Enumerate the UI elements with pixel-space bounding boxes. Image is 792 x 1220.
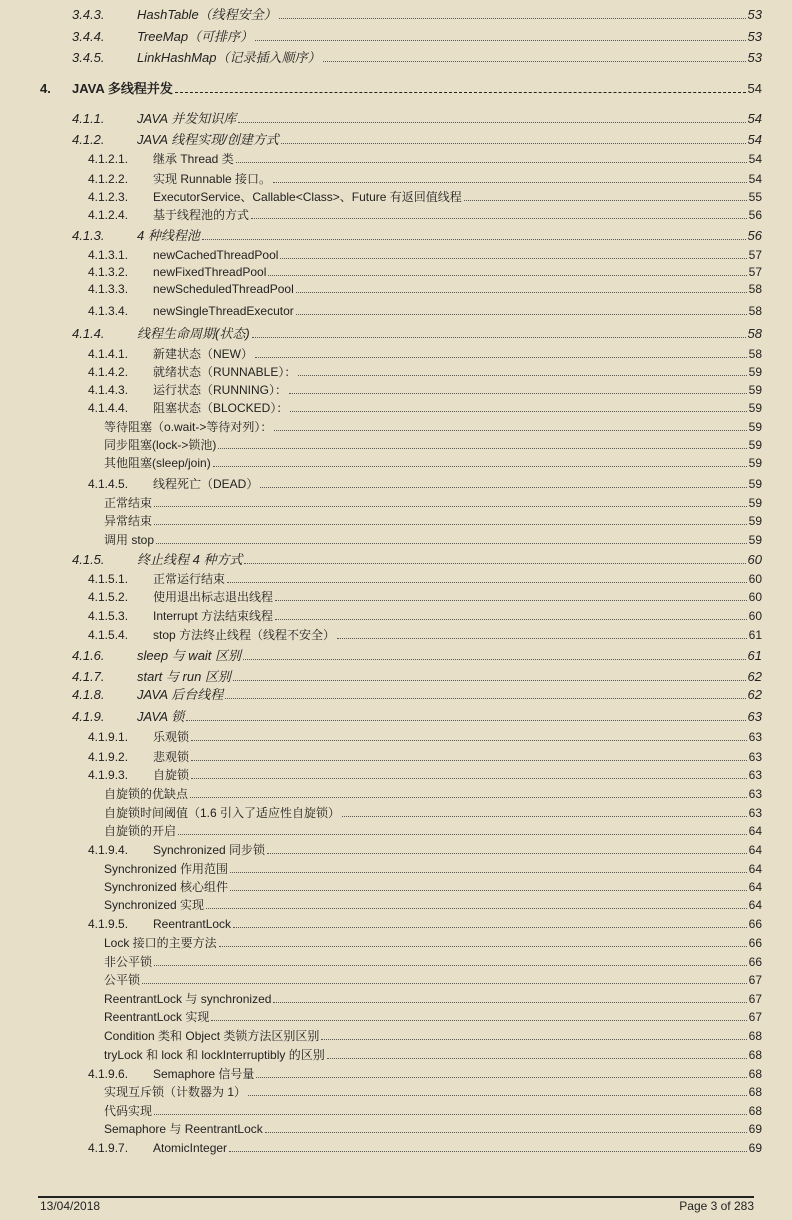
toc-entry[interactable] [0, 586, 762, 604]
toc-entry-title: start 与 run 区别 [137, 669, 231, 684]
toc-dot-leader [202, 239, 746, 240]
toc-entry-number: 4.1.3.1. [88, 248, 129, 262]
toc-dot-leader [154, 506, 747, 507]
toc-entry-page: 60 [748, 609, 762, 623]
toc-entry-number: 4. [40, 81, 51, 96]
toc-entry-title: ExecutorService、Callable<Class>、Future 有返回值线程 [153, 190, 462, 204]
toc-dot-leader [225, 698, 746, 699]
toc-entry-title: LinkHashMap（记录插入顺序） [137, 50, 321, 65]
toc-entry[interactable] [0, 47, 762, 65]
toc-entry-page: 63 [748, 750, 762, 764]
toc-entry-title: 自旋锁时间阈值（1.6 引入了适应性自旋锁） [104, 806, 341, 820]
toc-entry[interactable] [0, 4, 762, 22]
toc-entry-page: 62 [747, 687, 762, 702]
toc-entry-number: 4.1.7. [72, 669, 105, 684]
toc-entry-number: 4.1.4.4. [88, 401, 129, 415]
toc-entry-title: 新建状态（NEW） [153, 347, 253, 361]
toc-entry[interactable] [0, 666, 762, 684]
toc-entry[interactable] [0, 858, 762, 876]
toc-entry-page: 68 [748, 1104, 762, 1118]
toc-entry[interactable] [0, 529, 762, 547]
toc-entry-title: 自旋锁的优缺点 [104, 787, 189, 801]
toc-entry-page: 59 [748, 365, 762, 379]
toc-entry-page: 53 [747, 29, 762, 44]
toc-entry[interactable] [0, 1063, 762, 1081]
toc-entry-page: 63 [748, 768, 762, 782]
toc-dot-leader [289, 393, 747, 394]
toc-entry-number: 4.1.3.2. [88, 265, 129, 279]
toc-entry-title: TreeMap（可排序） [137, 29, 254, 44]
toc-dot-leader [296, 314, 747, 315]
toc-entry[interactable] [0, 1044, 762, 1062]
toc-entry-title: tryLock 和 lock 和 lockInterruptibly 的区别 [104, 1048, 325, 1062]
toc-entry-number: 3.4.4. [72, 29, 105, 44]
toc-entry-number: 4.1.3. [72, 228, 105, 243]
toc-dot-leader [206, 908, 747, 909]
toc-entry-number: 4.1.9.4. [88, 843, 129, 857]
toc-entry-title: HashTable（线程安全） [137, 7, 277, 22]
toc-entry[interactable] [0, 684, 762, 702]
toc-entry-page: 54 [747, 81, 762, 96]
toc-entry-page: 54 [747, 111, 762, 126]
toc-entry-number: 3.4.5. [72, 50, 105, 65]
toc-entry-number: 4.1.5. [72, 552, 105, 567]
toc-dot-leader [268, 275, 747, 276]
toc-entry[interactable] [0, 969, 762, 987]
toc-entry-page: 68 [748, 1085, 762, 1099]
toc-dot-leader [255, 40, 746, 41]
toc-entry-title: 实现互斥锁（计数器为 1） [104, 1085, 247, 1099]
toc-entry-page: 67 [748, 992, 762, 1006]
toc-entry-title: newFixedThreadPool [153, 265, 267, 279]
toc-entry-page: 68 [748, 1048, 762, 1062]
toc-entry[interactable] [0, 988, 762, 1006]
toc-entry-number: 4.1.4.5. [88, 477, 129, 491]
toc-entry[interactable] [0, 434, 762, 452]
toc-dot-leader [251, 218, 747, 219]
toc-entry-number: 4.1.9.5. [88, 917, 129, 931]
toc-entry-title: Interrupt 方法结束线程 [153, 609, 274, 623]
toc-entry-number: 4.1.9.2. [88, 750, 129, 764]
toc-entry-page: 54 [748, 172, 762, 186]
toc-entry-title: 自旋锁的开启 [104, 824, 177, 838]
toc-entry-page: 58 [748, 282, 762, 296]
toc-entry[interactable] [0, 323, 762, 341]
toc-entry-title: 阻塞状态（BLOCKED）： [153, 401, 289, 415]
toc-dot-leader [218, 448, 747, 449]
toc-entry[interactable] [0, 1006, 762, 1024]
toc-entry-number: 4.1.5.2. [88, 590, 129, 604]
toc-entry-title: 代码实现 [104, 1104, 153, 1118]
toc-entry[interactable] [0, 1081, 762, 1099]
toc-entry-number: 3.4.3. [72, 7, 105, 22]
toc-entry-title: 悲观锁 [153, 750, 190, 764]
toc-entry[interactable] [0, 225, 762, 243]
toc-entry-number: 4.1.4.2. [88, 365, 129, 379]
toc-entry[interactable] [0, 876, 762, 894]
toc-entry[interactable] [0, 492, 762, 510]
toc-entry-page: 66 [748, 917, 762, 931]
toc-entry[interactable] [0, 1025, 762, 1043]
toc-dot-leader [275, 619, 747, 620]
toc-entry-page: 69 [748, 1122, 762, 1136]
toc-entry-page: 63 [747, 709, 762, 724]
toc-entry-page: 59 [748, 533, 762, 547]
toc-entry-page: 54 [747, 132, 762, 147]
toc-dot-leader [244, 563, 746, 564]
toc-entry-page: 57 [748, 265, 762, 279]
toc-entry-title: 继承 Thread 类 [153, 152, 234, 166]
toc-dot-leader [255, 357, 747, 358]
toc-dot-leader [252, 337, 746, 338]
toc-entry-title: newCachedThreadPool [153, 248, 279, 262]
toc-dot-leader [154, 524, 747, 525]
toc-entry[interactable] [0, 605, 762, 623]
toc-entry[interactable] [0, 1118, 762, 1136]
toc-dot-leader [323, 61, 746, 62]
toc-entry[interactable] [0, 204, 762, 222]
toc-entry-title: JAVA 锁 [137, 709, 185, 724]
toc-dot-leader [267, 853, 747, 854]
toc-entry[interactable] [0, 278, 762, 296]
toc-entry[interactable] [0, 397, 762, 415]
toc-entry-number: 4.1.2.4. [88, 208, 129, 222]
toc-entry-page: 59 [748, 383, 762, 397]
toc-entry-title: sleep 与 wait 区别 [137, 648, 242, 663]
toc-dot-leader [296, 292, 747, 293]
toc-entry-title: 4 种线程池 [137, 228, 200, 243]
toc-entry[interactable] [0, 416, 762, 434]
toc-entry-page: 64 [748, 824, 762, 838]
toc-entry-title: Synchronized 核心组件 [104, 880, 229, 894]
toc-dot-leader [219, 946, 747, 947]
toc-entry-page: 58 [748, 347, 762, 361]
toc-entry[interactable] [0, 473, 762, 491]
toc-dot-leader [142, 983, 747, 984]
toc-entry[interactable] [0, 746, 762, 764]
toc-entry[interactable] [0, 244, 762, 262]
toc-entry-number: 4.1.2.2. [88, 172, 129, 186]
toc-entry-number: 4.1.3.3. [88, 282, 129, 296]
toc-entry-title: 公平锁 [104, 973, 141, 987]
toc-entry-page: 56 [747, 228, 762, 243]
toc-entry-title: 异常结束 [104, 514, 153, 528]
toc-entry-title: 正常运行结束 [153, 572, 226, 586]
footer-date: 13/04/2018 [40, 1199, 101, 1213]
toc-entry-page: 69 [748, 1141, 762, 1155]
toc-dot-leader [156, 543, 747, 544]
toc-entry-number: 4.1.9.3. [88, 768, 129, 782]
toc-entry-number: 4.1.3.4. [88, 304, 129, 318]
toc-dot-leader [280, 258, 747, 259]
toc-entry-title: 运行状态（RUNNING）： [153, 383, 287, 397]
toc-entry[interactable] [0, 764, 762, 782]
toc-dot-leader [154, 1114, 747, 1115]
toc-entry-page: 68 [748, 1029, 762, 1043]
toc-entry-page: 55 [748, 190, 762, 204]
toc-entry-title: JAVA 后台线程 [137, 687, 224, 702]
toc-entry-number: 4.1.8. [72, 687, 105, 702]
toc-entry-title: AtomicInteger [153, 1141, 228, 1155]
toc-entry[interactable] [0, 343, 762, 361]
toc-dot-leader [248, 1095, 747, 1096]
toc-dot-leader [273, 182, 747, 183]
toc-entry-page: 54 [748, 152, 762, 166]
toc-entry-number: 4.1.5.3. [88, 609, 129, 623]
toc-dot-leader [279, 18, 746, 19]
toc-entry-title: 同步阻塞(lock->锁池) [104, 438, 217, 452]
toc-entry-page: 58 [747, 326, 762, 341]
toc-entry-number: 4.1.4.3. [88, 383, 129, 397]
toc-dot-leader [342, 816, 747, 817]
toc-dot-leader [175, 92, 746, 93]
toc-entry-page: 66 [748, 936, 762, 950]
toc-entry-title: Condition 类和 Object 类锁方法区别区别 [104, 1029, 320, 1043]
toc-entry-number: 4.1.4.1. [88, 347, 129, 361]
toc-entry-page: 59 [748, 401, 762, 415]
toc-entry-page: 57 [748, 248, 762, 262]
toc-entry[interactable] [0, 148, 762, 166]
toc-entry-title: Synchronized 实现 [104, 898, 205, 912]
toc-dot-leader [233, 680, 746, 681]
toc-entry-page: 56 [748, 208, 762, 222]
toc-entry[interactable] [0, 108, 762, 126]
toc-entry-title: 终止线程 4 种方式 [137, 552, 243, 567]
footer-page-number: Page 3 of 283 [679, 1199, 754, 1213]
toc-dot-leader [229, 1151, 747, 1152]
toc-entry-title: JAVA 线程实现/创建方式 [137, 132, 279, 147]
toc-dot-leader [190, 797, 747, 798]
toc-dot-leader [274, 430, 747, 431]
toc-entry-number: 4.1.6. [72, 648, 105, 663]
toc-entry-number: 4.1.5.1. [88, 572, 129, 586]
toc-entry-title: ReentrantLock [153, 917, 232, 931]
toc-entry-page: 63 [748, 787, 762, 801]
toc-dot-leader [178, 834, 747, 835]
toc-entry-number: 4.1.2.3. [88, 190, 129, 204]
toc-entry[interactable] [0, 26, 762, 44]
toc-entry-page: 64 [748, 880, 762, 894]
toc-entry[interactable] [0, 783, 762, 801]
toc-entry-title: Lock 接口的主要方法 [104, 936, 217, 950]
toc-entry-page: 60 [748, 572, 762, 586]
toc-entry[interactable] [0, 645, 762, 663]
toc-entry-page: 59 [748, 420, 762, 434]
toc-entry[interactable] [0, 261, 762, 279]
toc-entry[interactable] [0, 951, 762, 969]
toc-entry[interactable] [0, 913, 762, 931]
toc-entry-page: 64 [748, 898, 762, 912]
toc-entry-page: 62 [747, 669, 762, 684]
toc-dot-leader [154, 965, 747, 966]
toc-dot-leader [327, 1058, 747, 1059]
toc-entry-title: 基于线程池的方式 [153, 208, 250, 222]
toc-dot-leader [230, 872, 747, 873]
toc-entry[interactable] [0, 802, 762, 820]
toc-dot-leader [256, 1077, 747, 1078]
toc-entry[interactable] [0, 568, 762, 586]
toc-entry-page: 59 [748, 514, 762, 528]
toc-entry-title: Semaphore 与 ReentrantLock [104, 1122, 263, 1136]
toc-entry[interactable] [0, 510, 762, 528]
toc-entry-page: 53 [747, 7, 762, 22]
toc-entry-title: Synchronized 作用范围 [104, 862, 229, 876]
toc-entry[interactable] [0, 129, 762, 147]
toc-entry[interactable] [0, 839, 762, 857]
toc-dot-leader [298, 375, 747, 376]
toc-entry-page: 58 [748, 304, 762, 318]
toc-dot-leader [238, 122, 746, 123]
toc-dot-leader [281, 143, 746, 144]
toc-entry-title: stop 方法终止线程（线程不安全） [153, 628, 336, 642]
toc-entry-page: 59 [748, 477, 762, 491]
toc-entry[interactable] [0, 726, 762, 744]
toc-entry-title: JAVA 多线程并发 [72, 81, 173, 96]
toc-dot-leader [211, 1020, 747, 1021]
toc-entry[interactable] [0, 549, 762, 567]
toc-entry-page: 67 [748, 1010, 762, 1024]
toc-entry[interactable] [0, 932, 762, 950]
toc-entry-title: ReentrantLock 与 synchronized [104, 992, 272, 1006]
toc-entry[interactable] [0, 78, 762, 96]
toc-entry-page: 60 [747, 552, 762, 567]
toc-dot-leader [275, 600, 747, 601]
toc-dot-leader [337, 638, 747, 639]
toc-dot-leader [236, 162, 747, 163]
toc-entry-page: 59 [748, 438, 762, 452]
toc-entry-number: 4.1.4. [72, 326, 105, 341]
toc-entry[interactable] [0, 379, 762, 397]
toc-dot-leader [233, 927, 747, 928]
toc-dot-leader [230, 890, 747, 891]
toc-entry[interactable] [0, 186, 762, 204]
toc-entry-title: ReentrantLock 实现 [104, 1010, 210, 1024]
toc-dot-leader [191, 778, 747, 779]
toc-entry-number: 4.1.2.1. [88, 152, 129, 166]
toc-entry-page: 53 [747, 50, 762, 65]
toc-entry-number: 4.1.5.4. [88, 628, 129, 642]
toc-entry-page: 63 [748, 806, 762, 820]
toc-entry-page: 64 [748, 843, 762, 857]
toc-entry-title: 其他阻塞(sleep/join) [104, 456, 211, 470]
toc-entry-title: Semaphore 信号量 [153, 1067, 255, 1081]
toc-entry-title: 线程死亡（DEAD） [153, 477, 259, 491]
toc-entry-number: 4.1.9.1. [88, 730, 129, 744]
toc-entry-number: 4.1.9. [72, 709, 105, 724]
toc-dot-leader [265, 1132, 747, 1133]
toc-dot-leader [213, 466, 747, 467]
toc-entry[interactable] [0, 168, 762, 186]
toc-entry-page: 64 [748, 862, 762, 876]
toc-dot-leader [243, 659, 746, 660]
toc-entry-title: newScheduledThreadPool [153, 282, 294, 296]
toc-entry[interactable] [0, 300, 762, 318]
toc-entry-number: 4.1.1. [72, 111, 105, 126]
toc-entry-number: 4.1.9.7. [88, 1141, 129, 1155]
toc-entry[interactable] [0, 624, 762, 642]
toc-dot-leader [191, 740, 747, 741]
toc-entry[interactable] [0, 452, 762, 470]
toc-dot-leader [290, 411, 747, 412]
toc-entry-title: 乐观锁 [153, 730, 190, 744]
toc-dot-leader [260, 487, 747, 488]
toc-dot-leader [464, 200, 747, 201]
toc-dot-leader [273, 1002, 747, 1003]
toc-entry-title: 等待阻塞（o.wait->等待对列）： [104, 420, 273, 434]
toc-entry-title: 非公平锁 [104, 955, 153, 969]
toc-entry[interactable] [0, 361, 762, 379]
toc-entry[interactable] [0, 894, 762, 912]
toc-dot-leader [321, 1039, 747, 1040]
toc-entry[interactable] [0, 1137, 762, 1155]
toc-entry-page: 60 [748, 590, 762, 604]
toc-entry-page: 66 [748, 955, 762, 969]
toc-entry[interactable] [0, 1100, 762, 1118]
toc-entry-title: 正常结束 [104, 496, 153, 510]
toc-entry-number: 4.1.2. [72, 132, 105, 147]
toc-entry-title: 实现 Runnable 接口。 [153, 172, 272, 186]
footer-rule [38, 1196, 754, 1198]
toc-dot-leader [191, 760, 747, 761]
toc-entry-title: 自旋锁 [153, 768, 190, 782]
toc-entry-page: 61 [748, 628, 762, 642]
toc-entry-title: 线程生命周期(状态) [137, 326, 250, 341]
toc-dot-leader [186, 720, 746, 721]
toc-entry-page: 68 [748, 1067, 762, 1081]
toc-entry-title: 使用退出标志退出线程 [153, 590, 274, 604]
toc-entry-title: JAVA 并发知识库 [137, 111, 237, 126]
toc-entry[interactable] [0, 820, 762, 838]
toc-entry-title: Synchronized 同步锁 [153, 843, 266, 857]
toc-entry-page: 59 [748, 496, 762, 510]
toc-entry-title: 调用 stop [104, 533, 155, 547]
toc-entry[interactable] [0, 706, 762, 724]
toc-entry-page: 63 [748, 730, 762, 744]
toc-entry-title: newSingleThreadExecutor [153, 304, 294, 318]
toc-dot-leader [227, 582, 747, 583]
toc-entry-page: 59 [748, 456, 762, 470]
toc-entry-number: 4.1.9.6. [88, 1067, 129, 1081]
toc-entry-page: 67 [748, 973, 762, 987]
toc-entry-page: 61 [747, 648, 762, 663]
toc-entry-title: 就绪状态（RUNNABLE）： [153, 365, 297, 379]
